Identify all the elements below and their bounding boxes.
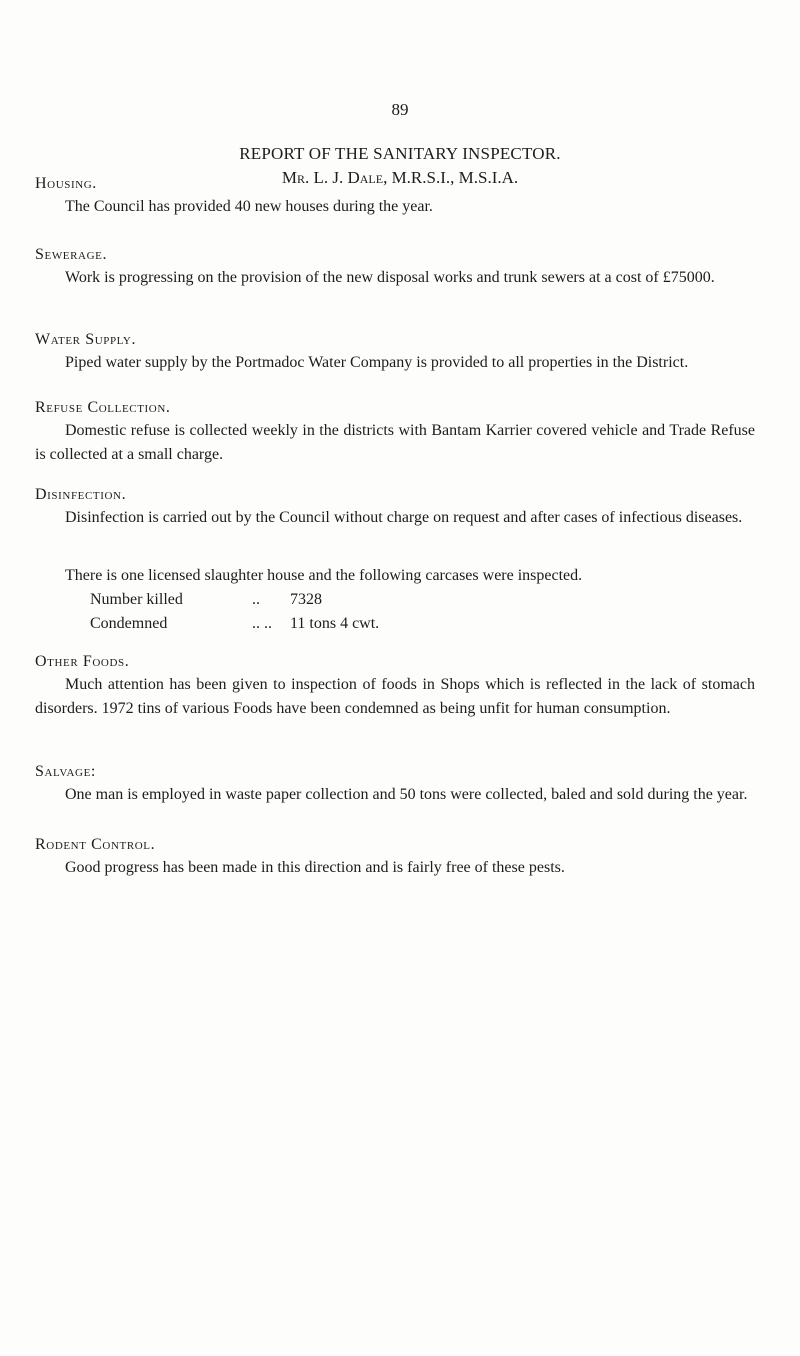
section-text: Work is progressing on the provision of the new disposal works and trunk sewers at a cost of £75000. [65, 269, 715, 286]
stat-label: Number killed [90, 591, 183, 608]
section-disinfection [35, 485, 755, 530]
section-text: Much attention has been given to inspection of foods in Shops which is reflected in the lack of stomach disorders. 1972 tins of various Foods have been condemned as being unfit for human consumption. [35, 676, 755, 717]
stat-value: 11 tons 4 cwt. [290, 615, 380, 632]
section-sewerage [35, 245, 755, 290]
section-text: One man is employed in waste paper collection and 50 tons were collected, baled and sold during the year. [65, 786, 748, 803]
section-salvage [35, 762, 755, 807]
section-text: Domestic refuse is collected weekly in the districts with Bantam Karrier covered vehicle and Trade Refuse is collected at a small charge. [35, 422, 755, 463]
stat-value: 7328 [290, 591, 322, 608]
section-heading: Refuse Collection. [35, 399, 171, 416]
section-housing [35, 174, 755, 219]
section-heading: Sewerage. [35, 246, 108, 263]
section-heading: Disinfection. [35, 486, 127, 503]
stat-condemned [90, 612, 379, 636]
page-number: 89 [391, 100, 409, 119]
section-heading: Water Supply. [35, 331, 137, 348]
slaughter-text: There is one licensed slaughter house and the following carcases were inspected. [65, 567, 583, 584]
stat-label: Condemned [90, 615, 168, 632]
section-slaughter-house [35, 564, 755, 588]
section-heading: Housing. [35, 175, 97, 192]
section-heading: Salvage: [35, 763, 96, 780]
stat-number-killed [90, 588, 322, 612]
section-heading: Rodent Control. [35, 836, 156, 853]
section-text: Good progress has been made in this direction and is fairly free of these pests. [65, 859, 565, 876]
section-refuse-collection [35, 398, 755, 467]
stat-leader-dots: .. .. [252, 615, 272, 632]
section-text: The Council has provided 40 new houses during the year. [65, 198, 433, 215]
report-title: REPORT OF THE SANITARY INSPECTOR. [239, 144, 561, 163]
section-text: Piped water supply by the Portmadoc Water Company is provided to all properties in the District. [65, 354, 689, 371]
section-text: Disinfection is carried out by the Council without charge on request and after cases of infectious diseases. [65, 509, 743, 526]
stat-leader-dots: .. [252, 591, 260, 608]
section-heading: Other Foods. [35, 653, 130, 670]
report-author: Mr. L. J. Dale, M.R.S.I., M.S.I.A. [281, 168, 519, 187]
section-rodent-control [35, 835, 755, 880]
section-water-supply [35, 330, 755, 375]
section-other-foods [35, 652, 755, 721]
